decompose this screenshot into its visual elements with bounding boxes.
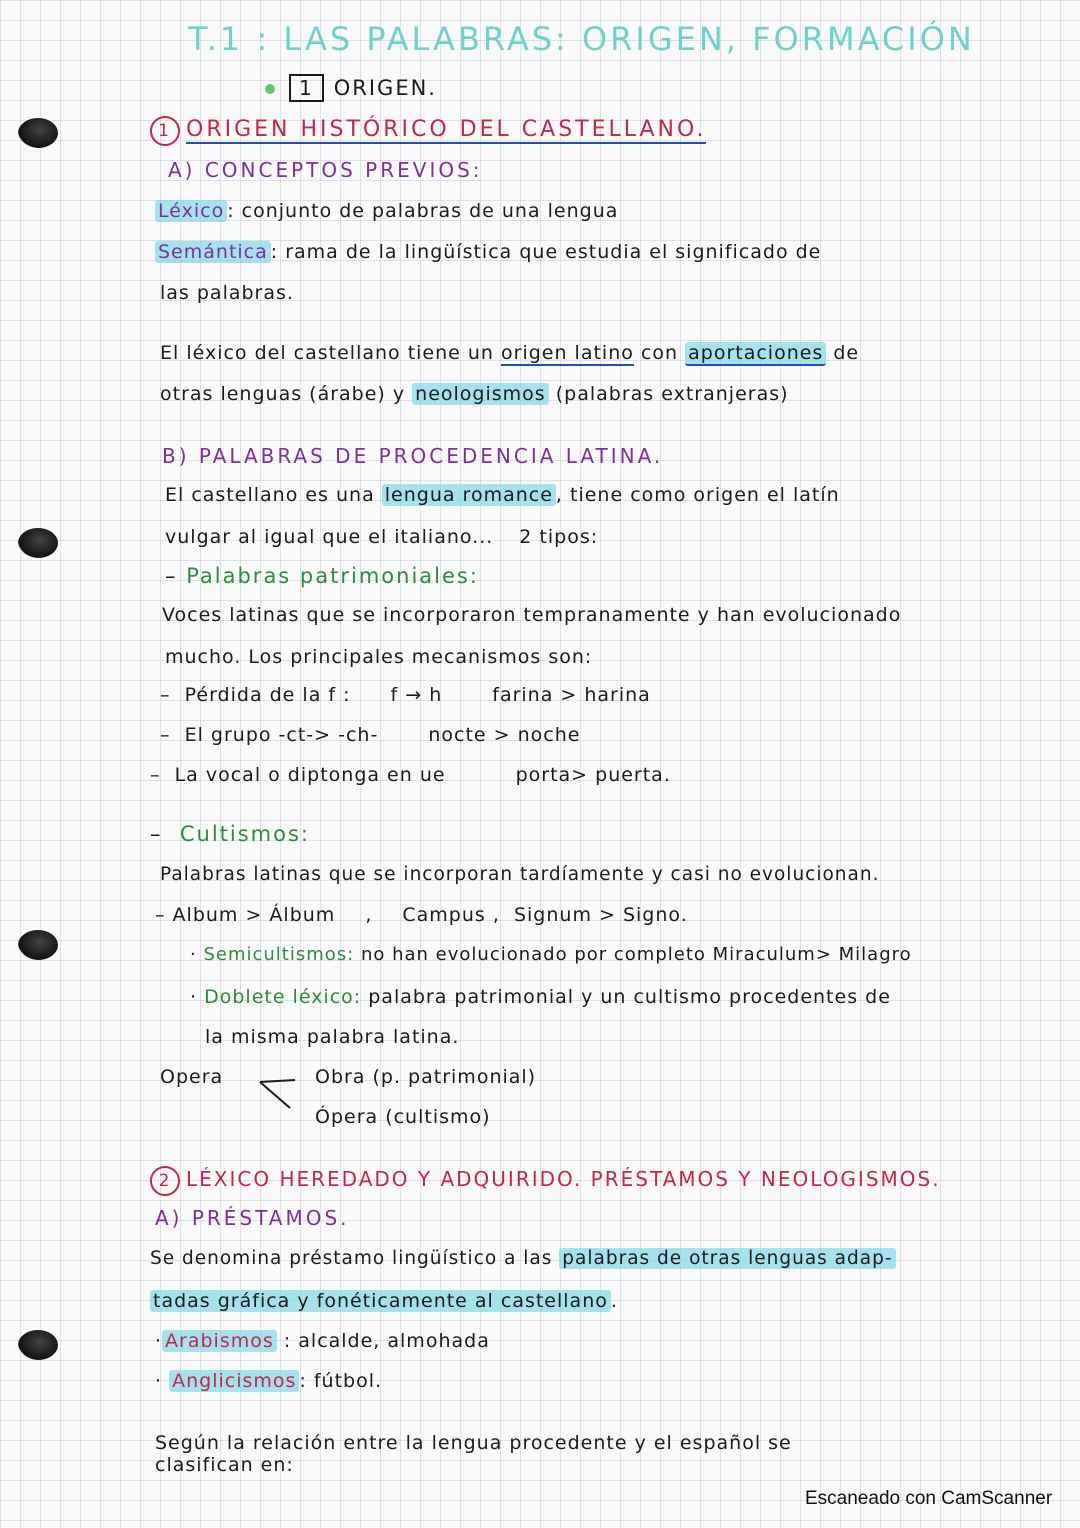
arabismos: · Arabismos : alcalde, almohada: [155, 1330, 490, 1352]
punch-hole: [18, 1330, 58, 1360]
opera-root: Opera: [160, 1066, 224, 1088]
heading-cultismos: – Cultismos:: [150, 822, 310, 846]
branch-arrows: [255, 1062, 315, 1122]
prestamo-line-1: Se denomina préstamo lingüístico a las palabras de otras lenguas adap-: [150, 1248, 896, 1269]
heading-number: 1: [150, 116, 180, 146]
doblete-cont: la misma palabra latina.: [205, 1026, 460, 1048]
page-title: T.1 : LAS PALABRAS: ORIGEN, FORMACIÓN: [188, 20, 975, 58]
romance-line-2: vulgar al igual que el italiano... 2 tipos:: [165, 526, 599, 548]
heading-patrimoniales: – Palabras patrimoniales:: [165, 564, 479, 588]
cultismos-examples: – Album > Álbum , Campus , Signum > Signo.: [155, 904, 688, 926]
heading-prestamos: A) PRÉSTAMOS.: [155, 1206, 350, 1230]
semicultismos: · Semicultismos: no han evolucionado por completo Miraculum> Milagro: [190, 944, 912, 965]
heading-procedencia-latina: B) PALABRAS DE PROCEDENCIA LATINA.: [162, 444, 664, 468]
mecanismo-3: – La vocal o diptonga en ue porta> puerta.: [150, 764, 671, 786]
def-lexico: Léxico : conjunto de palabras de una lengua: [155, 200, 618, 222]
heading-lexico-heredado: 2 LÉXICO HEREDADO Y ADQUIRIDO. PRÉSTAMOS Y NEOLOGISMOS.: [150, 1166, 941, 1196]
origen-paragraph-line-2: otras lenguas (árabe) y neologismos (palabras extranjeras): [160, 383, 789, 405]
anglicismos: · Anglicismos : fútbol.: [155, 1370, 383, 1392]
mecanismo-2: – El grupo -ct-> -ch- nocte > noche: [160, 724, 581, 746]
segun-line-2: clasifican en:: [155, 1454, 294, 1476]
def-semantica: Semántica : rama de la lingüística que estudia el significado de: [155, 241, 821, 263]
section-number: 1: [289, 74, 324, 102]
doblete-lexico: · Doblete léxico: palabra patrimonial y un cultismo procedentes de: [190, 986, 891, 1008]
prestamo-line-2: tadas gráfica y fonéticamente al castellano .: [150, 1290, 618, 1312]
punch-hole: [18, 118, 58, 148]
romance-line-1: El castellano es una lengua romance , tiene como origen el latín: [165, 484, 840, 506]
def-semantica-cont: las palabras.: [160, 282, 294, 304]
patrimoniales-line-1: Voces latinas que se incorporaron tempranamente y han evolucionado: [162, 604, 902, 626]
heading-origen-historico: 1 ORIGEN HISTÓRICO DEL CASTELLANO.: [150, 116, 706, 146]
heading-number: 2: [150, 1166, 180, 1196]
opera-opera: Ópera (cultismo): [315, 1106, 491, 1128]
bullet-dot: [265, 84, 275, 94]
segun-line-1: Según la relación entre la lengua procedente y el español se: [155, 1432, 792, 1454]
heading-conceptos-previos: A) CONCEPTOS PREVIOS:: [168, 158, 483, 182]
punch-hole: [18, 930, 58, 960]
scanner-watermark: Escaneado con CamScanner: [805, 1488, 1053, 1509]
origen-paragraph-line-1: El léxico del castellano tiene un origen latino con aportaciones de: [160, 342, 860, 364]
section-origen: 1 ORIGEN.: [265, 74, 437, 102]
punch-hole: [18, 528, 58, 558]
cultismos-line-1: Palabras latinas que se incorporan tardíamente y casi no evolucionan.: [160, 864, 880, 885]
opera-obra: Obra (p. patrimonial): [315, 1066, 537, 1088]
patrimoniales-line-2: mucho. Los principales mecanismos son:: [165, 646, 593, 668]
mecanismo-1: – Pérdida de la f : f → h farina > harina: [160, 684, 651, 706]
